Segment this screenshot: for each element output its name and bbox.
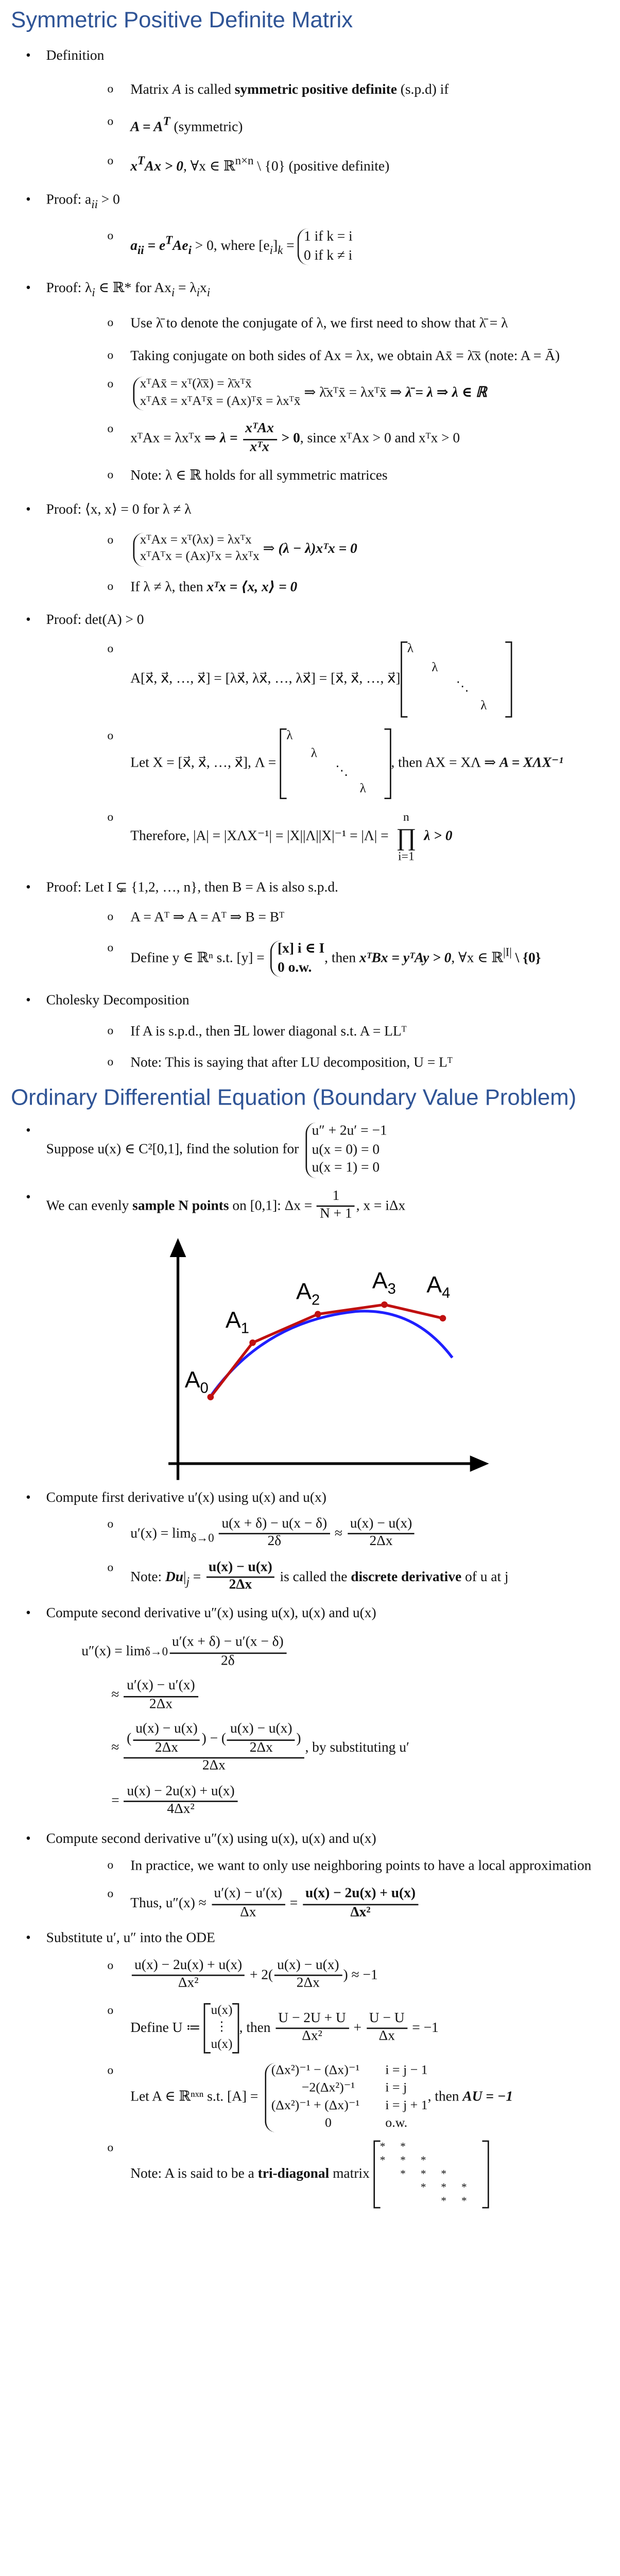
- substitute: • Substitute u′, u″ into the ODE o $\frac{u(x) - 2u(x) + u(x)}{\text{Δx²}}$ + 2( $\frac{u(x) - u(x)}{2\Delta x}$ ) ≈ −1 o Define U ≔ u(x) ⋮ u(x) , then $\frac{U - 2U + U}{\text{Δx²}}$ + $\frac{U - U}{\Delta x}$ = −1 o Let A ∈ ℝⁿˣⁿ s.t. [A] = (Δx²)⁻¹ − (Δx)⁻¹ i = j − 1 −2(Δx²)⁻¹ i = j (Δx²)⁻¹ + (Δx)⁻¹ i = j + 1 0 o.w. , then AU = −1 o Note: A is said to be a tri-diagonal matrix * * * * * * * * * * * * *: [0, 1930, 619, 2209]
- point-a2: [315, 1311, 321, 1317]
- second-derivative-local-a: o In practice, we want to only use neighboring points to have a local approximation: [46, 1858, 619, 1877]
- first-derivative-a: o $u'(x) = \lim_{\delta\to 0}$ $\frac{u(x + \delta) - u(x - \delta)}{2\delta}$ ≈ $\frac{u(x) - u(x)}{2\Delta x}$: [46, 1516, 619, 1552]
- proof-real-d: o xᵀAx = λxᵀx ⇒ λ = $\frac{\text{xᵀAx}}{\text{xᵀx}}$ > 0, since xᵀAx > 0 and xᵀx > 0: [46, 421, 619, 457]
- def-sym: o $A = A^T$ (symmetric): [46, 115, 619, 138]
- proof-aii-detail: o $a_{ii} = e^TAe_i > 0$, where $[e_i]_k$ = 1 if k = i 0 if k ≠ i: [46, 229, 619, 265]
- proof-orthogonal: • Proof: ⟨x, x⟩ = 0 for λ ≠ λ o xᵀAx = xᵀ(λx) = λxᵀx xᵀAᵀx = (Ax)ᵀx = λxᵀx ⇒ (λ − λ)xᵀx = 0 o If λ ≠ λ, then xᵀx = ⟨x, x⟩ = 0: [0, 501, 619, 597]
- point-a4: [440, 1315, 446, 1321]
- label-a2: $A_2$: [296, 1278, 320, 1308]
- second-derivative-derivation: u″(x) = lim δ→0 $\frac{u'(x + \delta) - u'(x - \delta)}{2\delta}$ ≈ $\frac{u'(x) - u'(x)}{2\Delta x}$ ≈ ( $\frac{u(x) - u(x)}{2\Delta x}$ ) − ( $\frac{u(x) - u(x)}{2\Delta x}$ ) 2Δx , by substituting u′ = $\frac{u(x) - 2u(x) + u(x)}{\text{4Δx²}}$: [81, 1635, 409, 1817]
- sampling-graph: [0, 1232, 619, 1484]
- tridiag-matrix: * * * * * * * * * * * * *: [373, 2141, 489, 2209]
- ode-sampling: • We can evenly sample N points on [0,1]: Δx = $\frac{1}{N + 1}$ , x = iΔx: [0, 1189, 619, 1225]
- dx-fraction: $\frac{1}{N + 1}$: [317, 1189, 355, 1225]
- diag-matrix-2: λ λ ⋱ λ: [280, 728, 391, 799]
- discrete-approx: [211, 1304, 443, 1397]
- definition-label: Definition: [46, 48, 105, 64]
- section-title-spd: Symmetric Positive Definite Matrix: [11, 7, 353, 33]
- def-spd: o Matrix A is called symmetric positive definite (s.p.d) if: [46, 81, 619, 99]
- substitute-b: o Define U ≔ u(x) ⋮ u(x) , then $\frac{U - 2U + U}{\text{Δx²}}$ + $\frac{U - U}{\Delta x}$ = −1: [46, 2003, 619, 2054]
- proof-real: • Proof: $\lambda_i$ ∈ ℝ* for $Ax_i = \lambda_ix_i$ o Use λ̄ to denote the conjugate of λ, we first need to show that λ̄ = λ o Taking conjugate on both sides of Ax = λx, we obtain Ax̄ = λ̄x̄ (note: A = Ā) o xᵀAx̄ = xᵀ(λ̄x̄) = λ̄xᵀx̄ xᵀAx̄ = xᵀAᵀx̄ = (Ax)ᵀx̄ = λxᵀx̄ ⇒ λ̄xᵀx̄ = λxᵀx̄ ⇒ λ̄ = λ ⇒ λ ∈ ℝ o xᵀAx = λxᵀx ⇒ λ = $\frac{\text{xᵀAx}}{\text{xᵀx}}$ > 0, since xᵀAx > 0 and xᵀx > 0 o Note: λ ∈ ℝ holds for all symmetric matrices: [0, 280, 619, 486]
- conj-system: o xᵀAx̄ = xᵀ(λ̄x̄) = λ̄xᵀx̄ xᵀAx̄ = xᵀAᵀx̄ = (Ax)ᵀx̄ = λxᵀx̄: [133, 377, 301, 411]
- section-title-ode: Ordinary Differential Equation (Boundary Value Problem): [11, 1084, 577, 1111]
- proof-det: • Proof: det(A) > 0 o A[x⃗, x⃗, …, x⃗] = [λx⃗, λx⃗, …, λx⃗] = [x⃗, x⃗, …, x⃗] λ λ ⋱ λ o Let X = [x⃗, x⃗, …, x⃗], Λ = λ λ ⋱ λ , then AX = XΛ ⇒ A = XΛX⁻¹ o Therefore, |A| = |XΛX⁻¹| = |X||Λ||X|⁻¹ = |Λ| = n ∏ i=1 λ > 0: [0, 612, 619, 864]
- label-a3: $A_3$: [372, 1267, 396, 1297]
- ode-cases: u″ + 2u′ = −1 u(x = 0) = 0 u(x = 1) = 0: [305, 1123, 387, 1178]
- second-derivative-wide: • Compute second derivative u″(x) using u(x), u(x) and u(x): [0, 1606, 619, 1624]
- proof-real-e: o Note: λ ∈ ℝ holds for all symmetric matrices: [46, 468, 619, 486]
- point-a3: [381, 1301, 388, 1308]
- definition-item: [0, 47, 619, 176]
- rayleigh-quotient: $\frac{\text{xᵀAx}}{\text{xᵀx}}$: [243, 421, 277, 457]
- def-pd: o $x^TAx > 0$, ∀x ∈ ℝ$^{n\times n}$ \ {0} (positive definite): [46, 153, 619, 176]
- second-derivative-local-b: o Thus, u″(x) ≈ $\frac{u'(x) - u'(x)}{\Delta x}$ = $\frac{u(x) - 2u(x) + u(x)}{\text{Δx²}}$: [46, 1886, 619, 1922]
- proof-det-b: o Let X = [x⃗, x⃗, …, x⃗], Λ = λ λ ⋱ λ , then AX = XΛ ⇒ A = XΛX⁻¹: [46, 728, 619, 799]
- x-axis-arrow: [470, 1455, 489, 1472]
- first-derivative: • Compute first derivative u′(x) using u(x) and u(x) o $u'(x) = \lim_{\delta\to 0}$ $\frac{u(x + \delta) - u(x - \delta)}{2\delta}$ ≈ $\frac{u(x) - u(x)}{2\Delta x}$ o Note: $Du|_j$ = $\frac{u(x) - u(x)}{2\Delta x}$ is called the discrete derivative of u at j: [0, 1489, 619, 1595]
- basis-cases: 1 if k = i 0 if k ≠ i: [297, 229, 353, 265]
- orth-system: o xᵀAx = xᵀ(λx) = λxᵀx xᵀAᵀx = (Ax)ᵀx = λxᵀx: [133, 532, 260, 566]
- proof-real-a: o Use λ̄ to denote the conjugate of λ, we first need to show that λ̄ = λ: [46, 315, 619, 334]
- cholesky-b: o Note: This is saying that after LU decomposition, U = Lᵀ: [46, 1054, 619, 1073]
- first-derivative-b: o Note: $Du|_j$ = $\frac{u(x) - u(x)}{2\Delta x}$ is called the discrete derivative of u at j: [46, 1560, 619, 1595]
- u-vector: u(x) ⋮ u(x): [204, 2003, 239, 2054]
- second-derivative-local: • Compute second derivative u″(x) using u(x), u(x) and u(x) o In practice, we want to only use neighboring points to have a local approximation o Thus, u″(x) ≈ $\frac{u'(x) - u'(x)}{\Delta x}$ = $\frac{u(x) - 2u(x) + u(x)}{\text{Δx²}}$: [0, 1830, 619, 1922]
- y-cases: [x] i ∈ I 0 o.w.: [271, 941, 324, 977]
- proof-principal-b: o Define y ∈ ℝⁿ s.t. [y] = [x] i ∈ I 0 o.w. , then xᵀBx = yᵀAy > 0, ∀x ∈ ℝ$^{|I|}$ \ {0}: [46, 941, 619, 977]
- diag-matrix-1: λ λ ⋱ λ: [401, 641, 512, 718]
- proof-principal: • Proof: Let I ⊊ {1,2, …, n}, then B = A is also s.p.d. o A = Aᵀ ⇒ A = Aᵀ ⇒ B = Bᵀ o Define y ∈ ℝⁿ s.t. [y] = [x] i ∈ I 0 o.w. , then xᵀBx = yᵀAy > 0, ∀x ∈ ℝ$^{|I|}$ \ {0}: [0, 879, 619, 977]
- label-a0: $A_0$: [184, 1366, 209, 1397]
- label-a4: $A_4$: [426, 1271, 451, 1301]
- substitute-a: o $\frac{u(x) - 2u(x) + u(x)}{\text{Δx²}}$ + 2( $\frac{u(x) - u(x)}{2\Delta x}$ ) ≈ −1: [46, 1958, 619, 1993]
- ode-problem: • Suppose u(x) ∈ C²[0,1], find the solution for u″ + 2u′ = −1 u(x = 0) = 0 u(x = 1) = 0: [0, 1123, 619, 1178]
- label-a1: $A_1$: [225, 1306, 249, 1337]
- proof-det-a: o A[x⃗, x⃗, …, x⃗] = [λx⃗, λx⃗, …, λx⃗] = [x⃗, x⃗, …, x⃗] λ λ ⋱ λ: [46, 641, 619, 718]
- proof-orthogonal-b: o If λ ≠ λ, then xᵀx = ⟨x, x⟩ = 0: [46, 579, 619, 597]
- cholesky-item: • Cholesky Decomposition o If A is s.p.d., then ∃L lower diagonal s.t. A = LLᵀ o Note: This is saying that after LU decomposition, U = Lᵀ: [0, 992, 619, 1073]
- proof-real-b: o Taking conjugate on both sides of Ax = λx, we obtain Ax̄ = λ̄x̄ (note: A = Ā): [46, 347, 619, 366]
- y-axis-arrow: [170, 1238, 186, 1257]
- point-a1: [249, 1339, 256, 1346]
- substitute-d: o Note: A is said to be a tri-diagonal matrix * * * * * * * * * * * * *: [46, 2141, 619, 2209]
- cholesky-a: o If A is s.p.d., then ∃L lower diagonal s.t. A = LLᵀ: [46, 1023, 619, 1042]
- substitute-c: o Let A ∈ ℝⁿˣⁿ s.t. [A] = (Δx²)⁻¹ − (Δx)⁻¹ i = j − 1 −2(Δx²)⁻¹ i = j (Δx²)⁻¹ + (Δx)⁻¹ i = j + 1 0 o.w. , then AU = −1: [46, 2063, 619, 2132]
- proof-orthogonal-a: o xᵀAx = xᵀ(λx) = λxᵀx xᵀAᵀx = (Ax)ᵀx = λxᵀx ⇒ (λ − λ)xᵀx = 0: [46, 532, 619, 566]
- proof-aii: • Proof: $a_{ii} > 0$ o $a_{ii} = e^TAe_i > 0$, where $[e_i]_k$ = 1 if k = i 0 if k ≠ i: [0, 191, 619, 265]
- product-symbol: n ∏ i=1: [396, 810, 417, 863]
- proof-det-c: o Therefore, |A| = |XΛX⁻¹| = |X||Λ||X|⁻¹ = |Λ| = n ∏ i=1 λ > 0: [46, 810, 619, 863]
- proof-real-c: o xᵀAx̄ = xᵀ(λ̄x̄) = λ̄xᵀx̄ xᵀAx̄ = xᵀAᵀx̄ = (Ax)ᵀx̄ = λxᵀx̄ ⇒ λ̄xᵀx̄ = λxᵀx̄ ⇒ λ̄ = λ ⇒ λ ∈ ℝ: [46, 377, 619, 411]
- a-matrix-cases: (Δx²)⁻¹ − (Δx)⁻¹ i = j − 1 −2(Δx²)⁻¹ i = j (Δx²)⁻¹ + (Δx)⁻¹ i = j + 1 0 o.w.: [265, 2063, 428, 2132]
- proof-principal-a: o A = Aᵀ ⇒ A = Aᵀ ⇒ B = Bᵀ: [46, 910, 619, 928]
